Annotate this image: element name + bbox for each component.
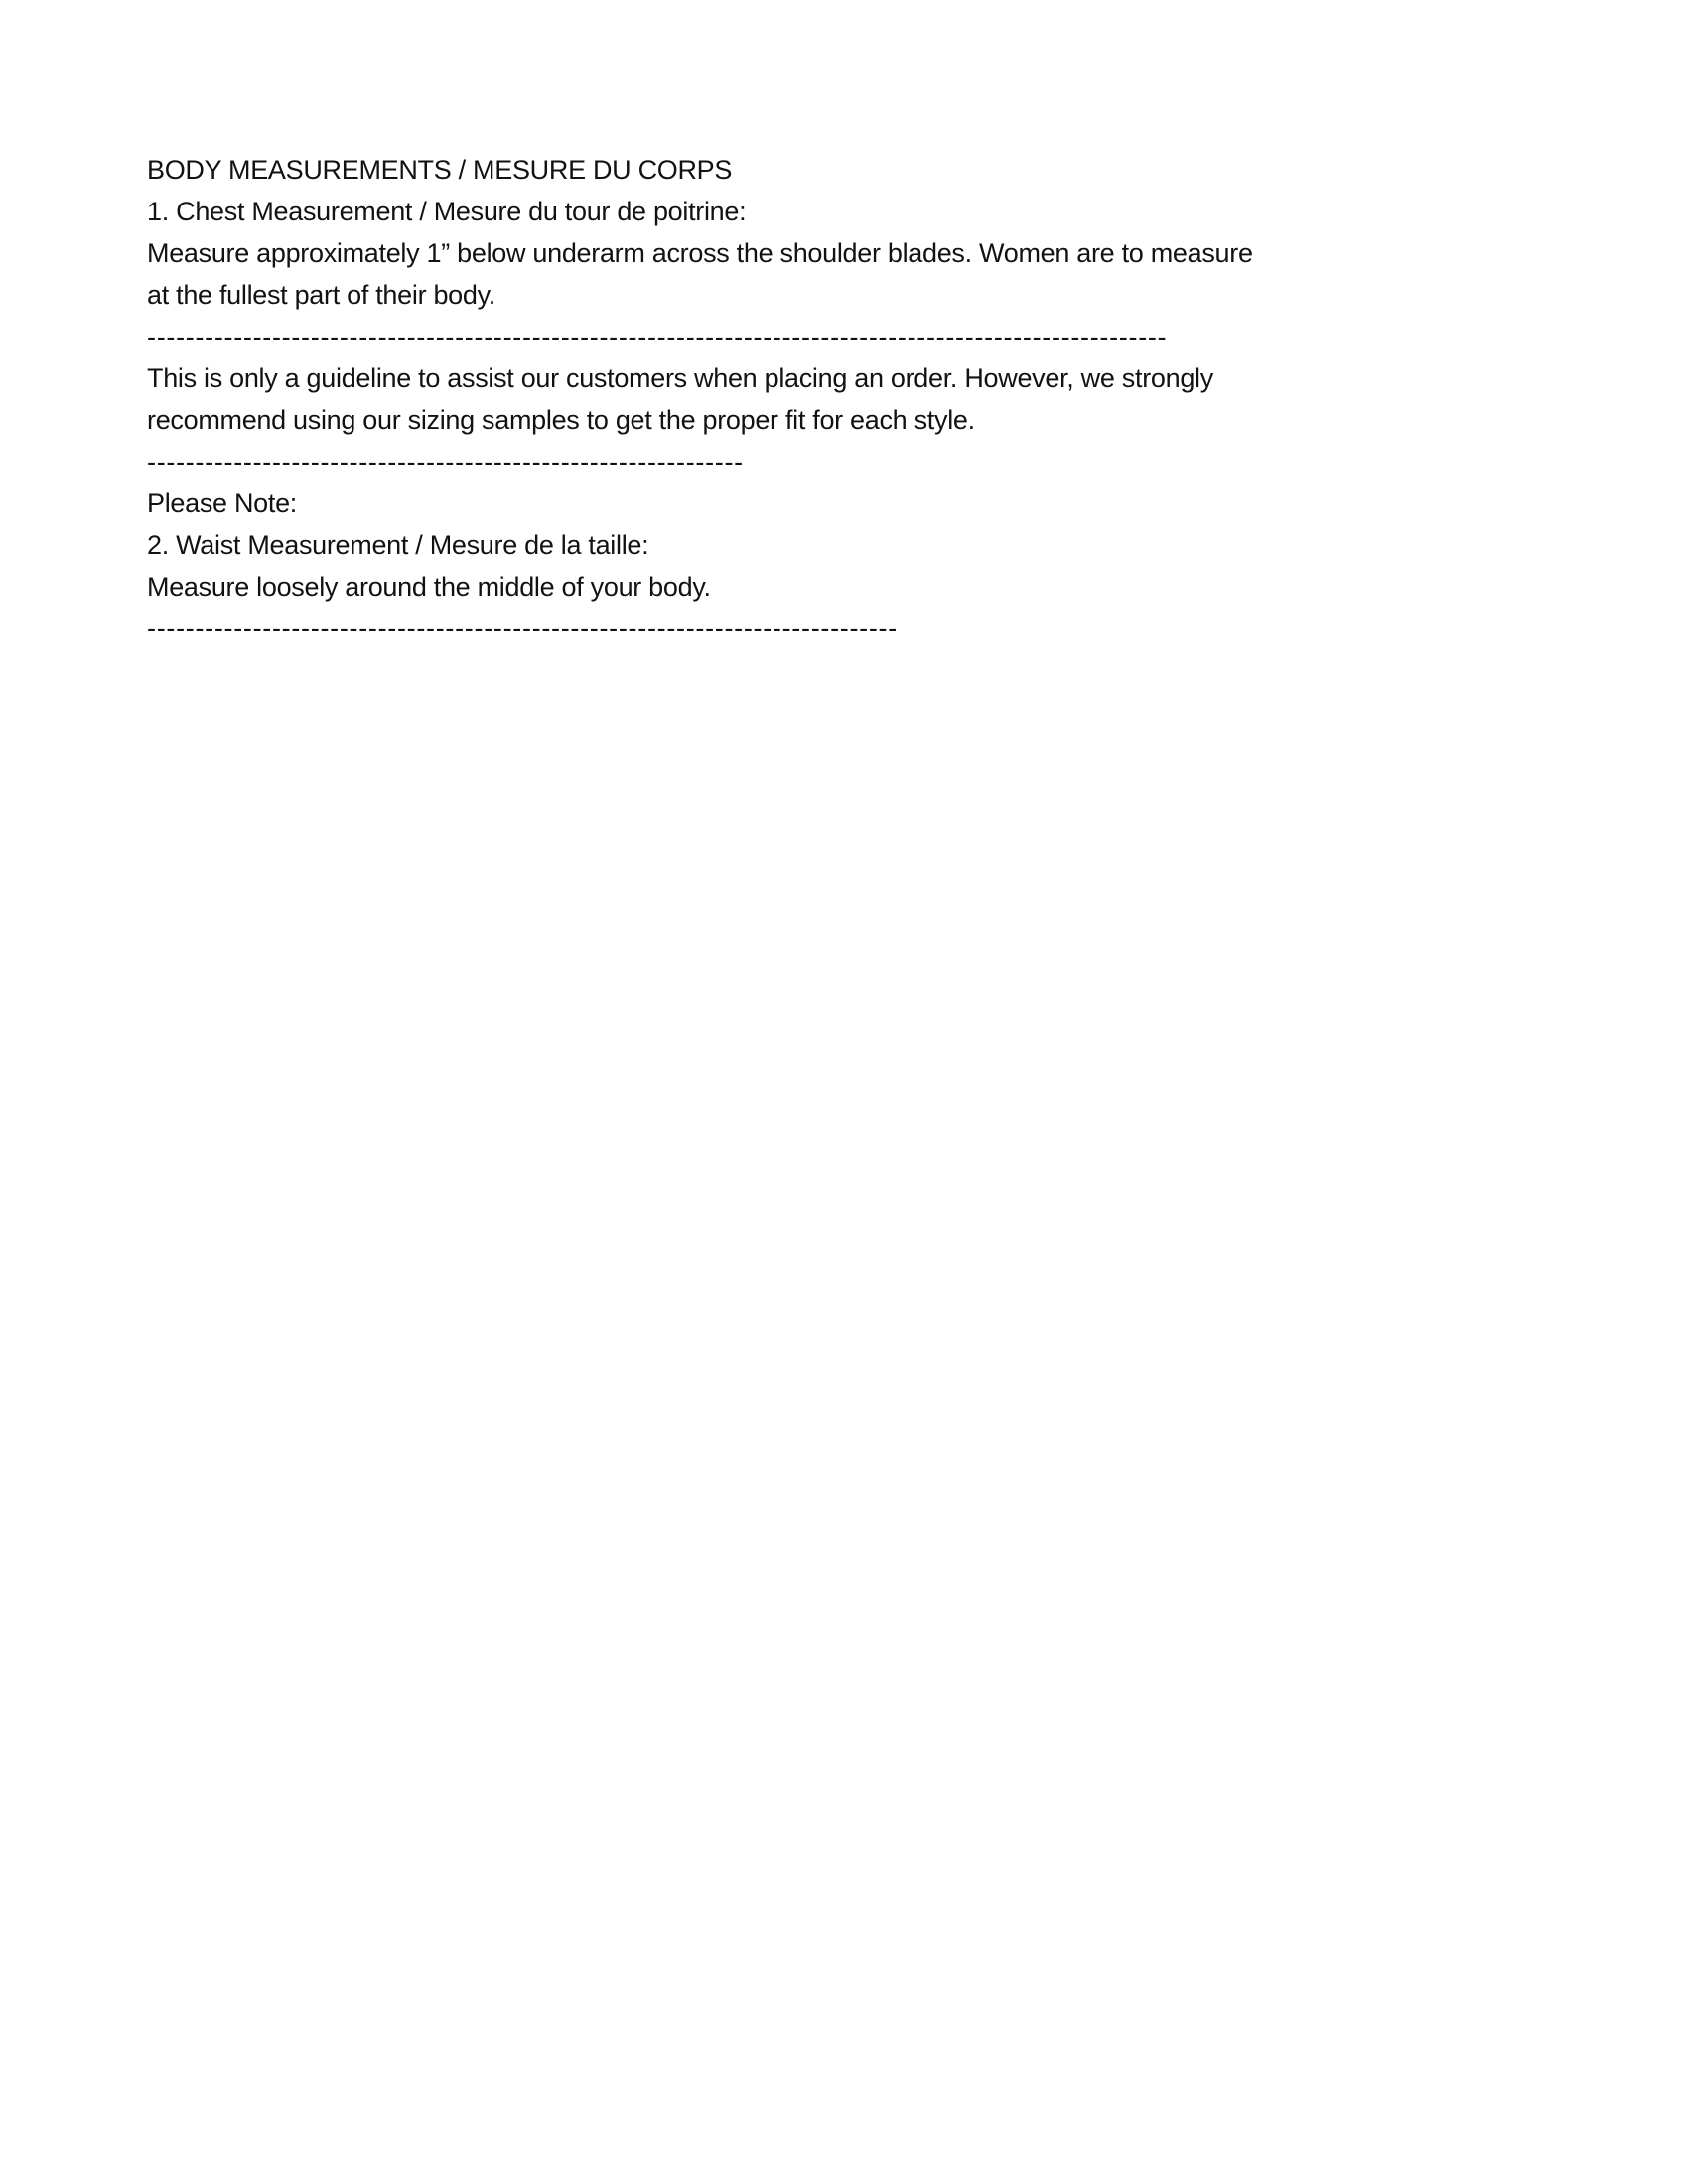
section-2-body: Measure loosely around the middle of your body. xyxy=(147,572,711,602)
divider-line-1: ---------------------------------------------------------------------------------------------------------- xyxy=(147,322,1168,351)
document-title: BODY MEASUREMENTS / MESURE DU CORPS xyxy=(147,155,733,185)
document-content xyxy=(147,149,1398,649)
note-body-line-2: recommend using our sizing samples to get the proper fit for each style. xyxy=(147,405,975,435)
divider-line-2: -------------------------------------------------------------- xyxy=(147,447,744,477)
section-1-heading: 1. Chest Measurement / Mesure du tour de poitrine: xyxy=(147,197,747,226)
section-1-body-line-1: Measure approximately 1” below underarm across the shoulder blades. Women are to measure xyxy=(147,238,1253,268)
section-2-heading: 2. Waist Measurement / Mesure de la taille: xyxy=(147,530,649,560)
section-1-body-line-2: at the fullest part of their body. xyxy=(147,280,496,310)
note-body-line-1: This is only a guideline to assist our customers when placing an order. However, we strongly xyxy=(147,363,1213,393)
please-note-heading: Please Note: xyxy=(147,488,297,518)
divider-line-3: ------------------------------------------------------------------------------ xyxy=(147,614,898,643)
